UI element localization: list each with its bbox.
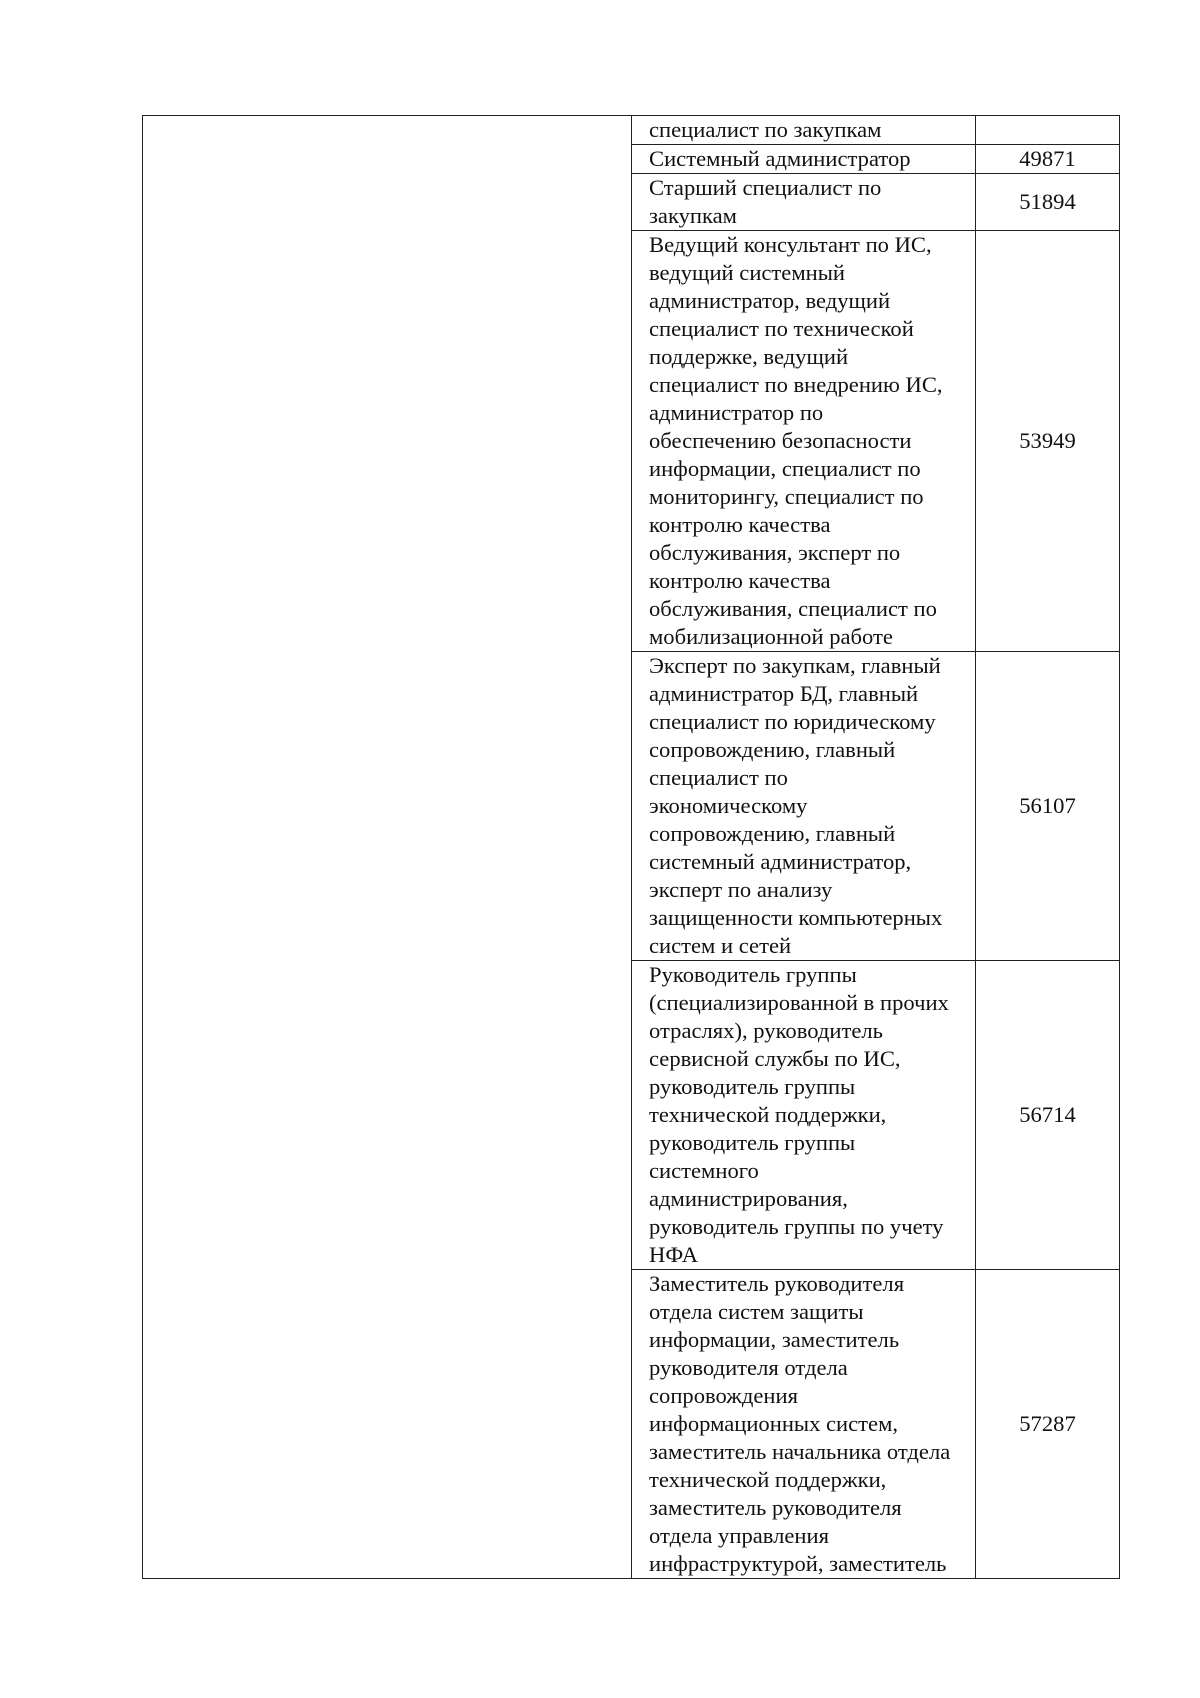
position-cell [632,1270,976,1579]
salary-value: 51894 [1019,189,1076,214]
salary-cell [976,652,1120,961]
position-cell [632,174,976,231]
salary-value: 56107 [1019,793,1076,818]
salary-value: 49871 [1019,146,1076,171]
position-cell [632,231,976,652]
position-cell [632,652,976,961]
position-text: Руководитель группы (специализированной в прочих отраслях), руководитель сервисной службы по ИС, руководитель группы технической поддержки, руководитель группы системного администрирования, руководитель группы по учету НФА [649,962,949,1267]
position-text: Заместитель руководителя отдела систем защиты информации, заместитель руководителя отдела сопровождения информационных систем, заместитель начальника отдела технической поддержки, заместитель руководителя отдела управления инфраструктурой, заместитель [649,1271,951,1576]
salary-cell [976,145,1120,174]
salary-value: 56714 [1019,1102,1076,1127]
salary-cell [976,116,1120,145]
salary-cell [976,1270,1120,1579]
position-text: Ведущий консультант по ИС, ведущий системный администратор, ведущий специалист по технической поддержке, ведущий специалист по внедрению ИС, администратор по обеспечению безопасности информации, специалист по мониторингу, специалист по контролю качества обслуживания, эксперт по контролю качества обслуживания, специалист по мобилизационной работе [649,232,943,649]
salary-value: 53949 [1019,428,1076,453]
merged-empty-cell [143,116,632,1579]
position-cell [632,116,976,145]
table-row [143,116,1120,145]
salary-cell [976,961,1120,1270]
position-text: специалист по закупкам [649,117,882,142]
position-text: Системный администратор [649,146,911,171]
salary-table [142,115,1120,1579]
position-text: Эксперт по закупкам, главный администратор БД, главный специалист по юридическому сопровождению, главный специалист по экономическому сопровождению, главный системный администратор, эксперт по анализу защищенности компьютерных систем и сетей [649,653,943,958]
salary-cell [976,231,1120,652]
salary-value: 57287 [1019,1411,1076,1436]
position-text: Старший специалист по закупкам [649,175,882,228]
salary-cell [976,174,1120,231]
position-cell [632,145,976,174]
position-cell [632,961,976,1270]
